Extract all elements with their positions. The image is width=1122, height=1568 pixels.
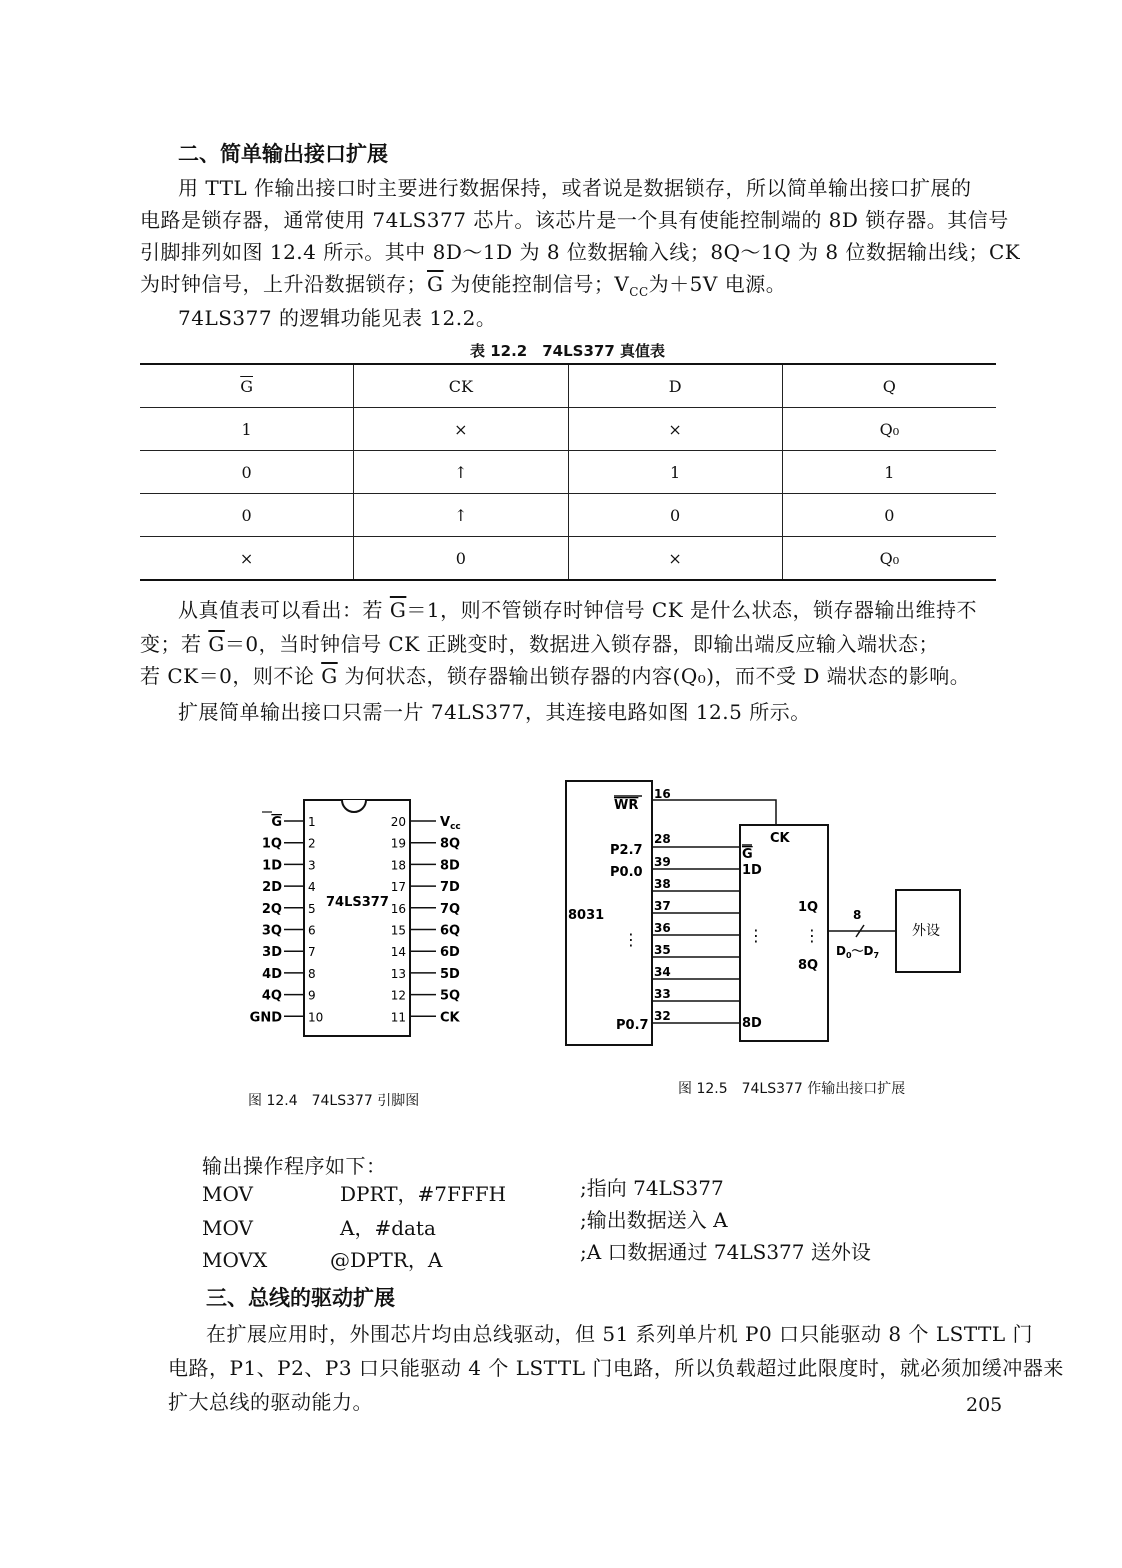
wr-pin-number: 16 [654, 787, 671, 801]
paragraph-line [178, 594, 977, 623]
pin-label: 3Q [261, 923, 282, 939]
pin-label: GND [249, 1010, 282, 1026]
text-fragment: ＝0，当时钟信号 CK 正跳变时，数据进入锁存器，即输出端反应输入端状态； [224, 632, 940, 656]
paragraph-line: 74LS377 的逻辑功能见表 12.2。 [178, 306, 497, 330]
table-cell: 1 [782, 451, 996, 494]
p27-label: P2.7 [610, 843, 643, 858]
latch-ck-label: CK [770, 831, 790, 846]
text-fragment: ＝1，则不管锁存时钟信号 CK 是什么状态，锁存器输出维持不 [406, 598, 978, 622]
chip-notch [342, 800, 366, 812]
peripheral-label: 外设 [912, 923, 940, 939]
table-row [140, 494, 996, 537]
bus-pin-number: 35 [654, 943, 671, 957]
latch-g-label: G [742, 847, 753, 862]
latch-8q-label: 8Q [798, 958, 819, 973]
text-fragment: 为＋5V 电源。 [648, 272, 787, 296]
p27-pin-number: 28 [654, 832, 671, 846]
table-cell: 1 [568, 451, 782, 494]
figure-output-expansion [556, 775, 976, 1055]
pin-number: 11 [390, 1010, 406, 1025]
latch-1q-label: 1Q [798, 900, 819, 915]
table-cell: 0 [241, 505, 252, 525]
pin-number: 14 [390, 945, 406, 960]
p07-label: P0.7 [616, 1018, 649, 1033]
table-cell: × [239, 548, 254, 568]
paragraph-line: 扩大总线的驱动能力。 [168, 1390, 373, 1414]
table-cell: × [568, 408, 782, 451]
g-overline-symbol: $\overline{G}$ [321, 664, 338, 688]
pin-number: 15 [390, 923, 406, 938]
section-heading-bus-driver: 三、总线的驱动扩展 [206, 1286, 395, 1310]
header-label: $\overline{G}$ [240, 376, 253, 396]
truth-table [140, 363, 996, 581]
paragraph-line [140, 628, 939, 657]
paragraph-line [140, 268, 786, 299]
bus-pin-number: 34 [654, 965, 671, 979]
figure-125-caption: 图 12.5 74LS377 作输出接口扩展 [678, 1081, 906, 1097]
bus-pin-number: 37 [654, 899, 671, 913]
table-cell: 0 [354, 537, 568, 581]
bus-pin-number: 36 [654, 921, 671, 935]
latch-output-dots: ⋮ [804, 926, 820, 945]
figure-74ls377-pinout [236, 790, 476, 1050]
pin-label: 4D [262, 966, 282, 982]
bus-pin-number: 33 [654, 987, 671, 1001]
pin-label: 6Q [440, 923, 461, 939]
table-cell: 1 [241, 419, 252, 439]
table-cell: Q₀ [782, 537, 996, 581]
pin-number: 2 [308, 836, 316, 851]
table-header-row [140, 364, 996, 408]
paragraph-line: 电路是锁存器，通常使用 74LS377 芯片。该芯片是一个具有使能控制端的 8D 锁存器。其信号 [140, 208, 1009, 232]
table-cell: × [568, 537, 782, 581]
page-number: 205 [966, 1394, 1003, 1416]
pin-label: 8D [440, 858, 460, 874]
pin-number: 4 [308, 880, 316, 895]
pin-label: 7D [440, 880, 460, 896]
pin-number: 20 [390, 815, 406, 829]
data-bus-wires [652, 855, 740, 1023]
table-cell: 0 [782, 494, 996, 537]
text-fragment: 为何状态，锁存器输出锁存器的内容(Q₀)，而不受 D 端状态的影响。 [337, 664, 971, 688]
table-cell: ↑ [354, 494, 568, 537]
header-ck: CK [354, 364, 568, 408]
text-fragment: 若 CK＝0，则不论 [140, 664, 322, 688]
right-pin-group [391, 815, 461, 1025]
pin-label: 7Q [440, 901, 461, 917]
pin-number: 9 [308, 988, 316, 1003]
pin-label: 8Q [440, 836, 461, 852]
paragraph-line: 用 TTL 作输出接口时主要进行数据保持，或者说是数据锁存，所以简单输出接口扩展的 [178, 176, 972, 200]
mcu-label: 8031 [568, 908, 605, 923]
pin-number: 5 [308, 901, 316, 916]
table-cell: ↑ [354, 451, 568, 494]
bus-pin-number: 32 [654, 1009, 671, 1023]
code-comment: ;指向 74LS377 [580, 1176, 724, 1200]
table-cell: 0 [241, 462, 252, 482]
pin-number: 8 [308, 966, 316, 981]
code-comment: ;A 口数据通过 74LS377 送外设 [580, 1240, 871, 1264]
header-q: Q [782, 364, 996, 408]
paragraph-line: 在扩展应用时，外围芯片均由总线驱动，但 51 系列单片机 P0 口只能驱动 8 个 LSTTL 门 [206, 1322, 1034, 1346]
pin-label: 5D [440, 966, 460, 982]
wr-label: WR [614, 798, 639, 813]
text-fragment: 为使能控制信号；V [443, 272, 630, 296]
text-fragment: 从真值表可以看出：若 [178, 598, 390, 622]
section-heading-simple-output: 二、简单输出接口扩展 [178, 142, 388, 166]
wr-to-ck-wire [652, 800, 776, 825]
g-overline-symbol: $\overline{G}$ [427, 272, 444, 296]
pin-number: 18 [390, 858, 406, 873]
pin-number: 12 [390, 988, 406, 1003]
pin-label: 5Q [440, 988, 461, 1004]
bus-range-label: $D_0\sim D_7$ [836, 944, 880, 960]
text-fragment: 变；若 [140, 632, 209, 656]
pin-label: CK [440, 1010, 460, 1026]
paragraph-line: 扩展简单输出接口只需一片 74LS377，其连接电路如图 12.5 所示。 [178, 700, 811, 724]
pin-number: 3 [308, 858, 316, 873]
table-cell: 0 [568, 494, 782, 537]
table-cell: × [354, 408, 568, 451]
pin-number: 19 [390, 836, 406, 851]
latch-1d-label: 1D [742, 863, 762, 878]
chip-name: 74LS377 [326, 895, 389, 910]
pin-label: 4Q [261, 988, 282, 1004]
pin-number: 17 [390, 880, 406, 895]
program-intro: 输出操作程序如下： [202, 1154, 387, 1178]
code-arg: DPRT，#7FFFH [340, 1182, 507, 1206]
pin-label: 1Q [261, 836, 282, 852]
paragraph-line: 电路，P1、P2、P3 口只能驱动 4 个 LSTTL 门电路，所以负载超过此限度时，就必须加缓冲器来 [168, 1356, 1064, 1380]
pin-label: G [271, 815, 282, 830]
bus-pin-number: 39 [654, 855, 671, 869]
table-cell: Q₀ [782, 408, 996, 451]
pin-label: 1D [262, 858, 282, 874]
pin-number: 13 [390, 966, 406, 981]
g-overline-symbol: $\overline{G}$ [389, 598, 407, 622]
pin-number: 1 [308, 815, 316, 829]
pin-label: $V_{cc}$ [440, 815, 461, 832]
left-pin-group [250, 812, 324, 1025]
pin-number: 10 [308, 1010, 324, 1025]
code-arg: @DPTR，A [330, 1248, 443, 1272]
code-op: MOV [202, 1182, 253, 1206]
p00-label: P0.0 [610, 865, 643, 880]
pin-number: 6 [308, 923, 316, 938]
mcu-dots: ⋮ [623, 930, 639, 949]
bus-width-label: 8 [853, 908, 862, 922]
paragraph-line [140, 660, 970, 689]
table-row [140, 408, 996, 451]
code-op: MOVX [202, 1248, 268, 1272]
text-fragment: 为时钟信号，上升沿数据锁存； [140, 272, 427, 296]
table-row [140, 537, 996, 581]
table-title: 表 12.2 74LS377 真值表 [470, 342, 666, 360]
bus-pin-number: 38 [654, 877, 671, 891]
table-row [140, 451, 996, 494]
latch-input-dots: ⋮ [748, 926, 764, 945]
header-g [140, 364, 354, 408]
subscript: CC [629, 285, 649, 299]
pin-number: 7 [308, 945, 316, 960]
code-op: MOV [202, 1216, 253, 1240]
code-arg: A，#data [340, 1216, 436, 1240]
pin-label: 2Q [261, 901, 282, 917]
code-comment: ;输出数据送入 A [580, 1208, 728, 1232]
header-d: D [568, 364, 782, 408]
pin-label: 3D [262, 945, 282, 961]
paragraph-line: 引脚排列如图 12.4 所示。其中 8D～1D 为 8 位数据输入线；8Q～1Q 为 8 位数据输出线；CK [140, 240, 1021, 264]
pin-label: 6D [440, 945, 460, 961]
figure-124-caption: 图 12.4 74LS377 引脚图 [248, 1093, 420, 1109]
g-overline-symbol: $\overline{G}$ [208, 632, 225, 656]
pin-number: 16 [390, 901, 406, 916]
pin-label: 2D [262, 880, 282, 896]
latch-8d-label: 8D [742, 1016, 762, 1031]
